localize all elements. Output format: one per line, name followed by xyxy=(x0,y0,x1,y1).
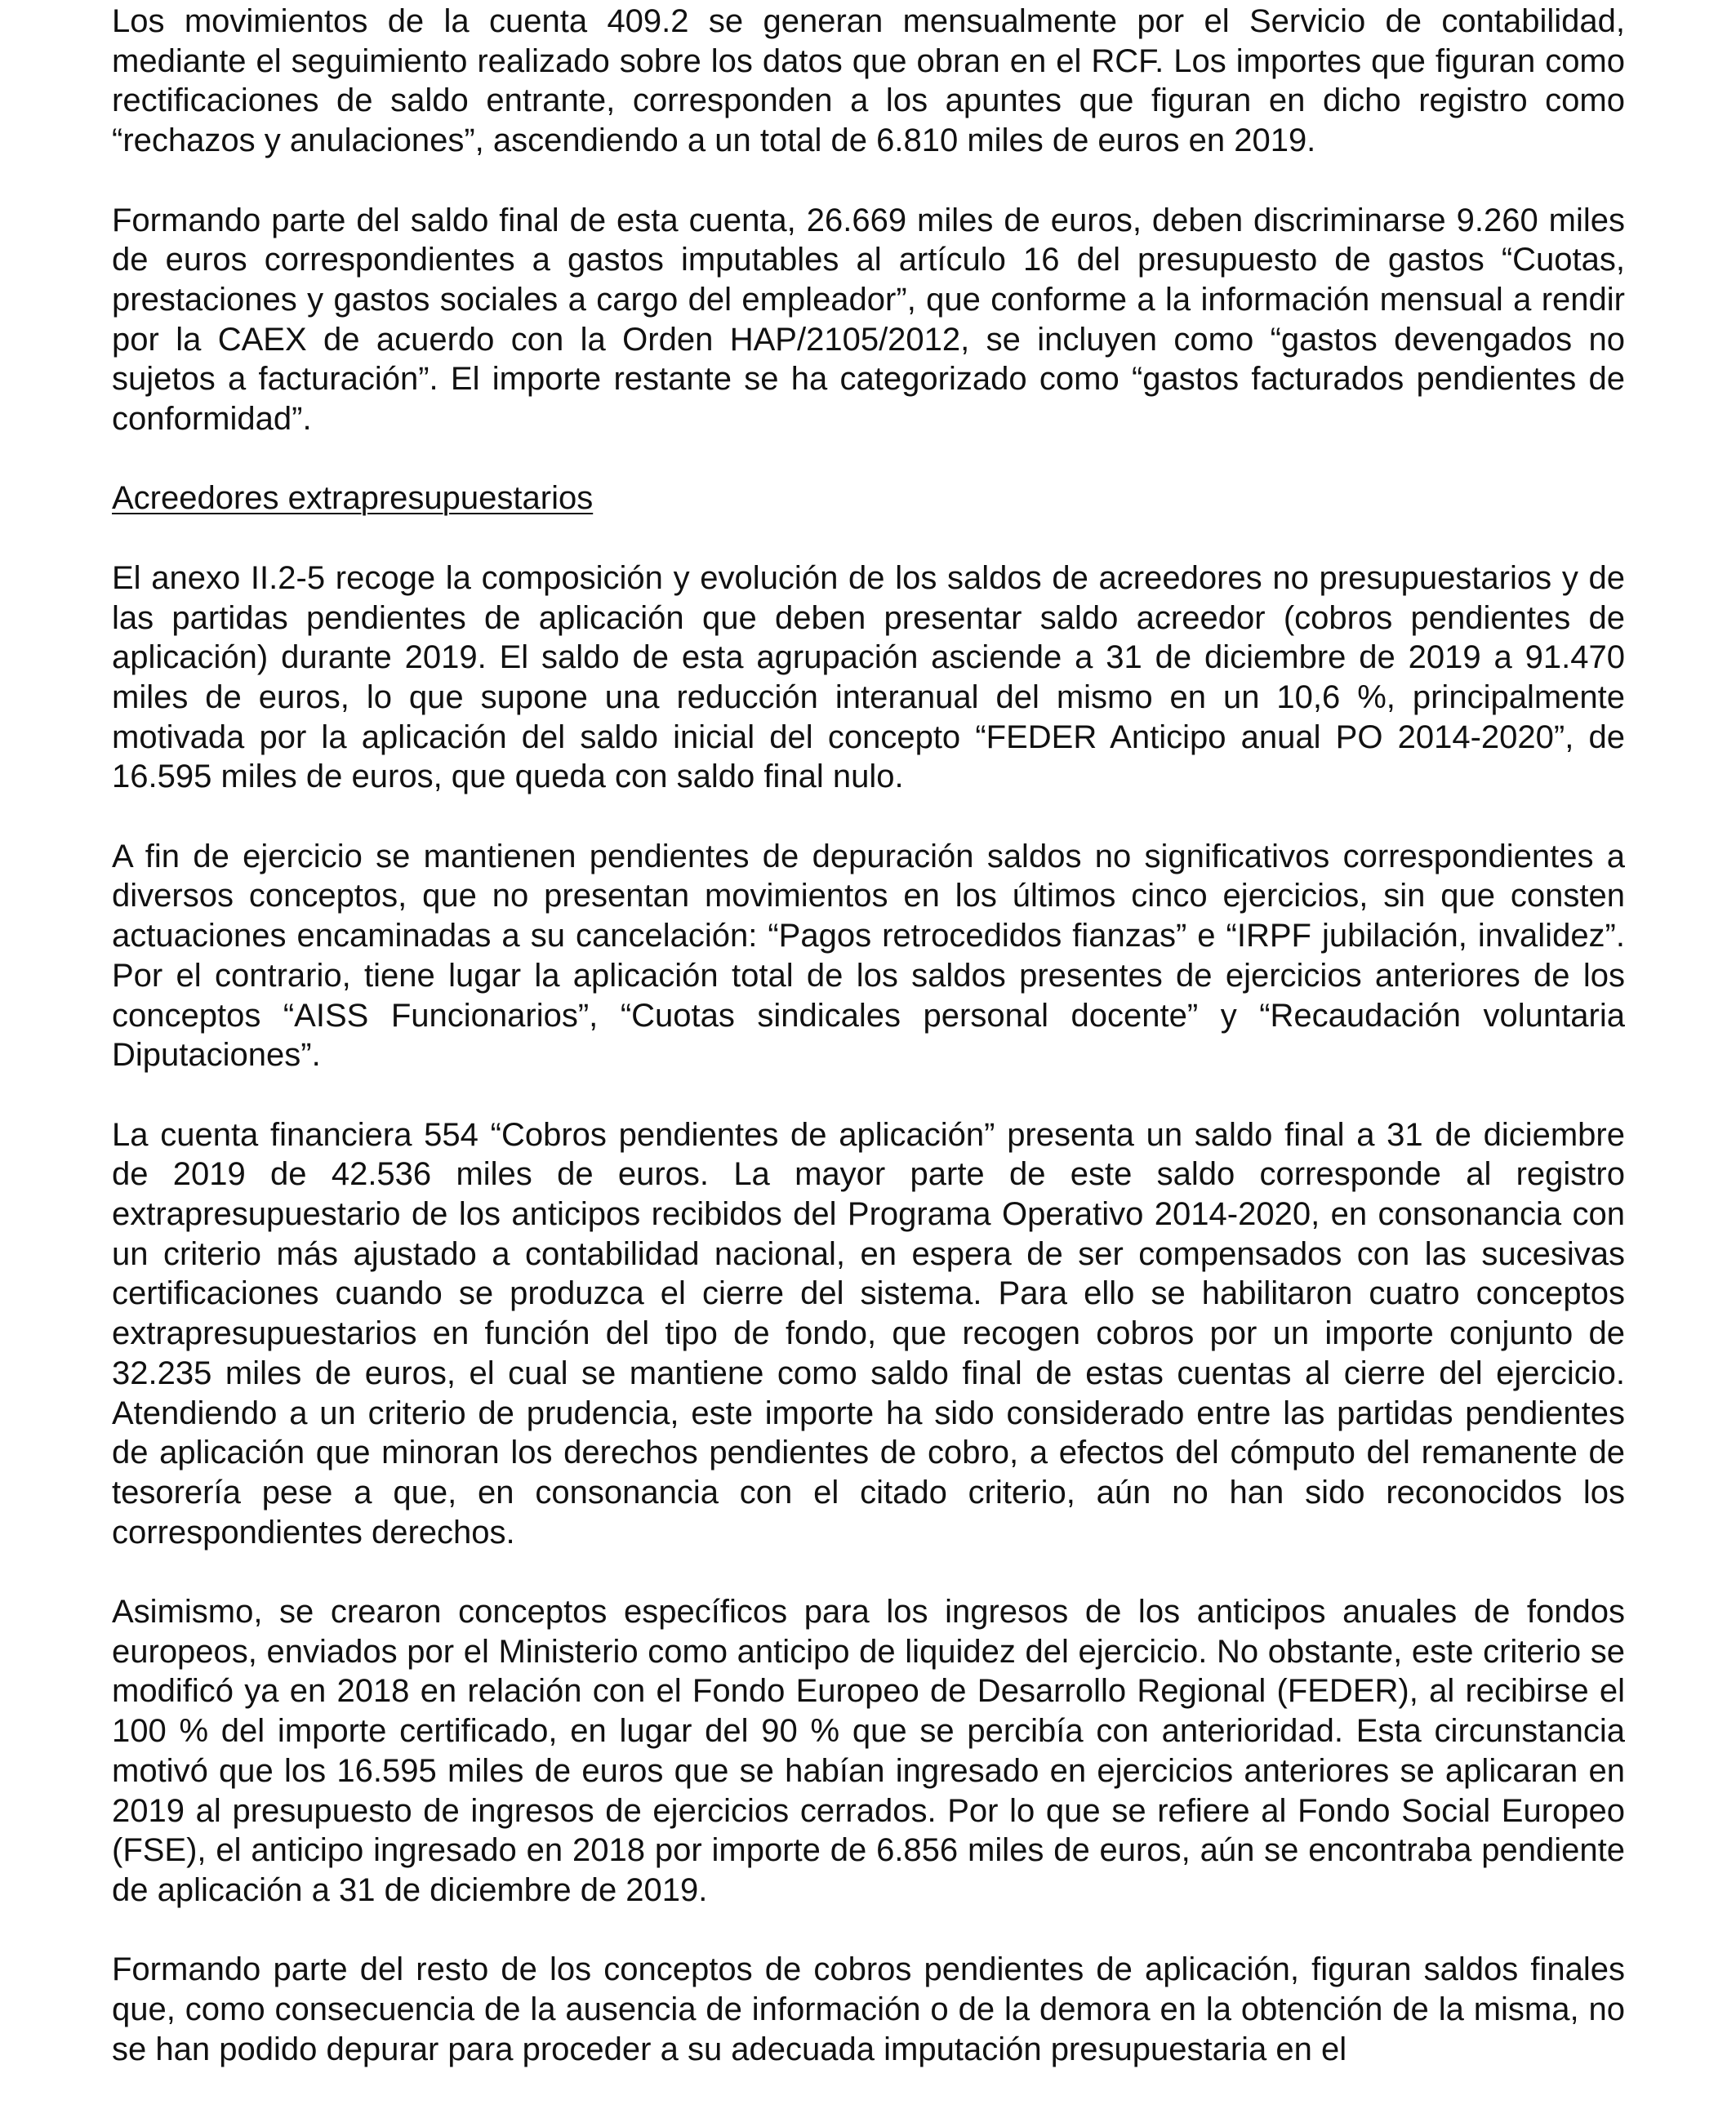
paragraph-anticipos-fondos-europeos: Asimismo, se crearon conceptos específicos para los ingresos de los anticipos anuales de fondos europeos, enviados por el Ministerio como anticipo de liquidez del ejercicio. No obstante, este criterio se modificó ya en 2018 en relación con el Fondo Europeo de Desarrollo Regional (FEDER), al recibirse el 100 % del importe certificado, en lugar del 90 % que se percibía con anterioridad. Esta circunstancia motivó que los 16.595 miles de euros que se habían ingresado en ejercicios anteriores se aplicaran en 2019 al presupuesto de ingresos de ejercicios cerrados. Por lo que se refiere al Fondo Social Europeo (FSE), el anticipo ingresado en 2018 por importe de 6.856 miles de euros, aún se encontraba pendiente de aplicación a 31 de diciembre de 2019. xyxy=(112,1594,1625,1908)
paragraph-cuenta-409-2: Los movimientos de la cuenta 409.2 se generan mensualmente por el Servicio de contabilidad, mediante el seguimiento realizado sobre los datos que obran en el RCF. Los importes que figuran como rectificaciones de saldo entrante, corresponden a los apuntes que figuran en dicho registro como “rechazos y anulaciones”, ascendiendo a un total de 6.810 miles de euros en 2019. xyxy=(112,3,1625,159)
document-page xyxy=(112,0,1625,2109)
paragraph-resto-conceptos: Formando parte del resto de los conceptos de cobros pendientes de aplicación, figuran saldos finales que, como consecuencia de la ausencia de información o de la demora en la obtención de la misma, no se han podido depurar para proceder a su adecuada imputación presupuestaria en el xyxy=(112,1951,1625,2067)
paragraph-anexo-ii-2-5: El anexo II.2-5 recoge la composición y evolución de los saldos de acreedores no presupuestarios y de las partidas pendientes de aplicación que deben presentar saldo acreedor (cobros pendientes de aplicación) durante 2019. El saldo de esta agrupación asciende a 31 de diciembre de 2019 a 91.470 miles de euros, lo que supone una reducción interanual del mismo en un 10,6 %, principalmente motivada por la aplicación del saldo inicial del concepto “FEDER Anticipo anual PO 2014-2020”, de 16.595 miles de euros, que queda con saldo final nulo. xyxy=(112,559,1625,795)
paragraph-cuenta-554: La cuenta financiera 554 “Cobros pendientes de aplicación” presenta un saldo final a 31 de diciembre de 2019 de 42.536 miles de euros. La mayor parte de este saldo corresponde al registro extrapresupuestario de los anticipos recibidos del Programa Operativo 2014-2020, en consonancia con un criterio más ajustado a contabilidad nacional, en espera de ser compensados con las sucesivas certificaciones cuando se produzca el cierre del sistema. Para ello se habilitaron cuatro conceptos extrapresupuestarios en función del tipo de fondo, que recogen cobros por un importe conjunto de 32.235 miles de euros, el cual se mantiene como saldo final de estas cuentas al cierre del ejercicio. Atendiendo a un criterio de prudencia, este importe ha sido considerado entre las partidas pendientes de aplicación que minoran los derechos pendientes de cobro, a efectos del cómputo del remanente de tesorería pese a que, en consonancia con el citado criterio, aún no han sido reconocidos los correspondientes derechos. xyxy=(112,1116,1625,1551)
paragraph-saldos-pendientes-depuracion: A fin de ejercicio se mantienen pendientes de depuración saldos no significativos correspondientes a diversos conceptos, que no presentan movimientos en los últimos cinco ejercicios, sin que consten actuaciones encaminadas a su cancelación: “Pagos retrocedidos fianzas” e “IRPF jubilación, invalidez”. Por el contrario, tiene lugar la aplicación total de los saldos presentes de ejercicios anteriores de los conceptos “AISS Funcionarios”, “Cuotas sindicales personal docente” y “Recaudación voluntaria Diputaciones”. xyxy=(112,838,1625,1074)
section-heading-acreedores: Acreedores extrapresupuestarios xyxy=(112,480,594,517)
paragraph-saldo-final-cuenta: Formando parte del saldo final de esta cuenta, 26.669 miles de euros, deben discriminarse 9.260 miles de euros correspondientes a gastos imputables al artículo 16 del presupuesto de gastos “Cuotas, prestaciones y gastos sociales a cargo del empleador”, que conforme a la información mensual a rendir por la CAEX de acuerdo con la Orden HAP/2105/2012, se incluyen como “gastos devengados no sujetos a facturación”. El importe restante se ha categorizado como “gastos facturados pendientes de conformidad”. xyxy=(112,202,1625,438)
